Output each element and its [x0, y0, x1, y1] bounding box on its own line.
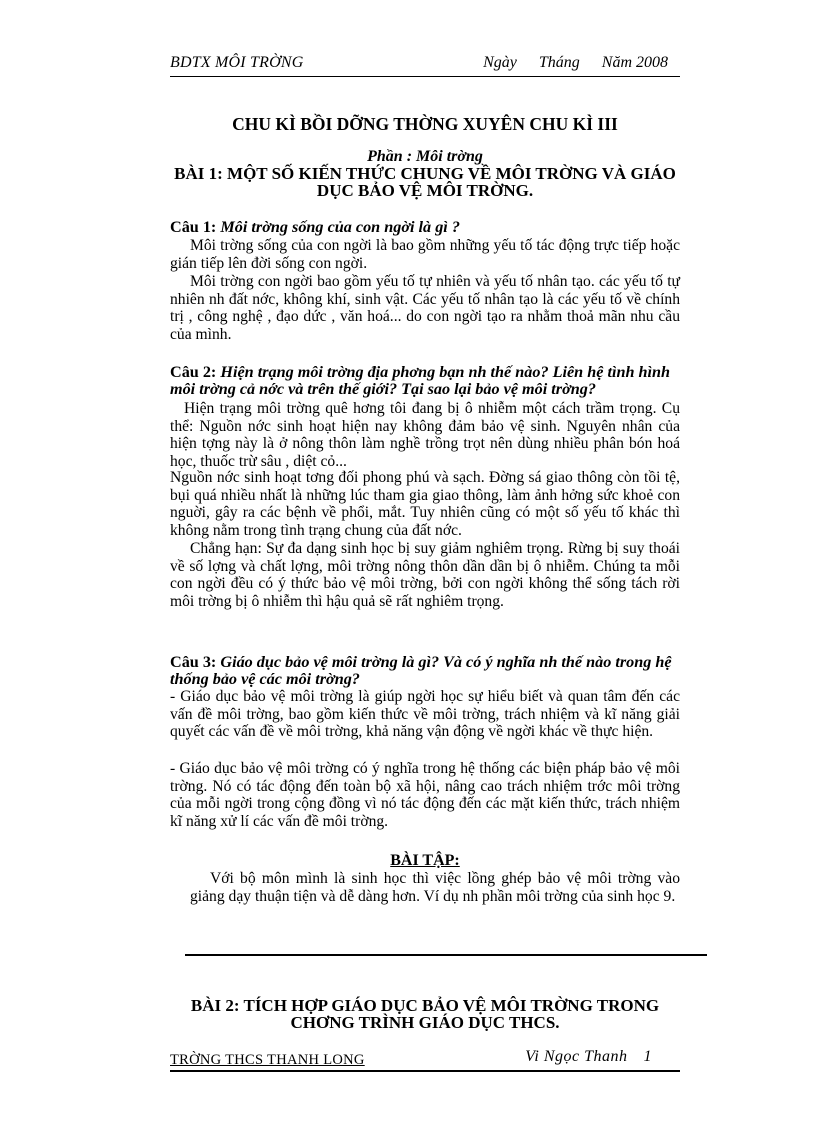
- page-number: 1: [643, 1048, 652, 1065]
- exercise-heading-text: BÀI TẬP:: [390, 852, 460, 869]
- question-1-label: Câu 1:: [170, 218, 217, 236]
- section-subtitle: Phần : Môi trờng: [367, 148, 483, 165]
- question-1-paragraph-1: Môi trờng sống của con ngời là bao gồm những yếu tố tác động trực tiếp hoặc gián tiếp lên đời sống con ngời.: [170, 237, 680, 272]
- header-course: BDTX MÔI TRỜNG: [170, 54, 304, 71]
- footer-school: TRỜNG THCS THANH LONG: [170, 1052, 365, 1068]
- page-header: [170, 54, 680, 77]
- lesson-2-heading: [170, 997, 680, 1031]
- question-2-paragraph-1: Hiện trạng môi trờng quê hơng tôi đang bị ô nhiễm một cách trầm trọng. Cụ thể: Nguồn nớc sinh hoạt hiện nay không đảm bảo vệ sinh. Nguyên nhân của hiện tợng này là ở nông thôn làm nghề trồng trọt nên dùng nhiều phân bón hoá học, thuốc trừ sâu , diệt cỏ...: [170, 400, 680, 470]
- question-3-heading: [170, 654, 680, 688]
- question-2-paragraph-2: Nguồn nớc sinh hoạt tơng đối phong phú và sạch. Đờng sá giao thông còn tồi tệ, bụi quá nhiều nhất là những lúc tham gia giao thông, làm ảnh hởng sức khoẻ con nguời, gây ra các bệnh về phổi, mắt. Tuy nhiên cũng có một số yếu tố khác thì không nằm trong tình trạng chung của đất nớc.: [170, 469, 680, 539]
- question-2-paragraph-3: Chẳng hạn: Sự đa dạng sinh học bị suy giảm nghiêm trọng. Rừng bị suy thoái về số lợng và chất lợng, môi trờng nông thôn dần dần bị ô nhiễm. Chúng ta mỗi con ngời đều có ý thức bảo vệ môi trờng, bởi con ngời không thể sống tách rời môi trờng bị ô nhiễm thì hậu quả sẽ rất nghiêm trọng.: [170, 540, 680, 610]
- question-3-label: Câu 3:: [170, 653, 217, 671]
- header-month: Tháng: [538, 54, 580, 71]
- lesson-1-title-line1: BÀI 1: MỘT SỐ KIẾN THỨC CHUNG VỀ MÔI TRỜNG VÀ GIÁO: [174, 164, 676, 183]
- footer-author-block: [525, 1048, 652, 1066]
- question-3-paragraph-1: - Giáo dục bảo vệ môi trờng là giúp ngời học sự hiểu biết và quan tâm đến các vấn đề môi trờng, bao gồm kiến thức về môi trờng, trách nhiệm và kĩ năng giải quyết các vấn đề về môi trờng, khả năng vận động về ngời khác về thực hiện.: [170, 688, 680, 740]
- lesson-2-title-line2: CHƠNG TRÌNH GIÁO DỤC THCS.: [290, 1013, 560, 1032]
- question-1-heading: [170, 219, 680, 236]
- question-1-paragraph-2: Môi trờng con ngời bao gồm yếu tố tự nhiên và yếu tố nhân tạo. các yếu tố tự nhiên nh đất nớc, không khí, sinh vật. Các yếu tố nhân tạo là các yếu tố về chính trị , công nghệ , đạo dức , văn hoá... do con ngời tạo ra nhằm thoả mãn nhu cầu của mình.: [170, 273, 680, 343]
- lesson-2-title-line1: BÀI 2: TÍCH HỢP GIÁO DỤC BẢO VỆ MÔI TRỜNG TRONG: [190, 996, 660, 1015]
- document-title: CHU KÌ BỒI DỠNG THỜNG XUYÊN CHU KÌ III: [232, 114, 618, 134]
- page-footer: [170, 1048, 680, 1072]
- question-2-heading: [170, 364, 680, 398]
- section-divider: [185, 954, 707, 956]
- lesson-1-heading: [170, 148, 680, 199]
- question-3-text: Giáo dục bảo vệ môi trờng là gì? Và có ý nghĩa nh thế nào trong hệ thống bảo vệ các môi trờng?: [170, 653, 672, 688]
- question-1-text: Môi trờng sống của con ngời là gì ?: [220, 218, 460, 236]
- footer-author: Vi Ngọc Thanh: [525, 1048, 628, 1065]
- header-date: [461, 54, 668, 72]
- header-year: Năm 2008: [601, 54, 668, 71]
- header-day: Ngày: [483, 54, 517, 71]
- question-2-text: Hiện trạng môi trờng địa phơng bạn nh thế nào? Liên hệ tình hình môi trờng cả nớc và trên thế giới? Tại sao lại bảo vệ môi trờng?: [170, 363, 671, 398]
- lesson-1-title-line2: DỤC BẢO VỆ MÔI TRỜNG.: [316, 181, 534, 200]
- question-2-label: Câu 2:: [170, 363, 217, 381]
- question-3-paragraph-2: - Giáo dục bảo vệ môi trờng có ý nghĩa trong hệ thống các biện pháp bảo vệ môi trờng. Nó có tác động đến toàn bộ xã hội, nâng cao trách nhiệm trớc môi trờng của mỗi ngời trong cộng đồng vì nó tác động đến các mặt kiến thức, trách nhiệm kĩ năng xử lí các vấn đề môi trờng.: [170, 760, 680, 830]
- exercise-heading: [170, 852, 680, 870]
- exercise-text: Với bộ môn mình là sinh học thì việc lồng ghép bảo vệ môi trờng vào giảng dạy thuận tiện và dễ dàng hơn. Ví dụ nh phần môi trờng của sinh học 9.: [190, 870, 680, 905]
